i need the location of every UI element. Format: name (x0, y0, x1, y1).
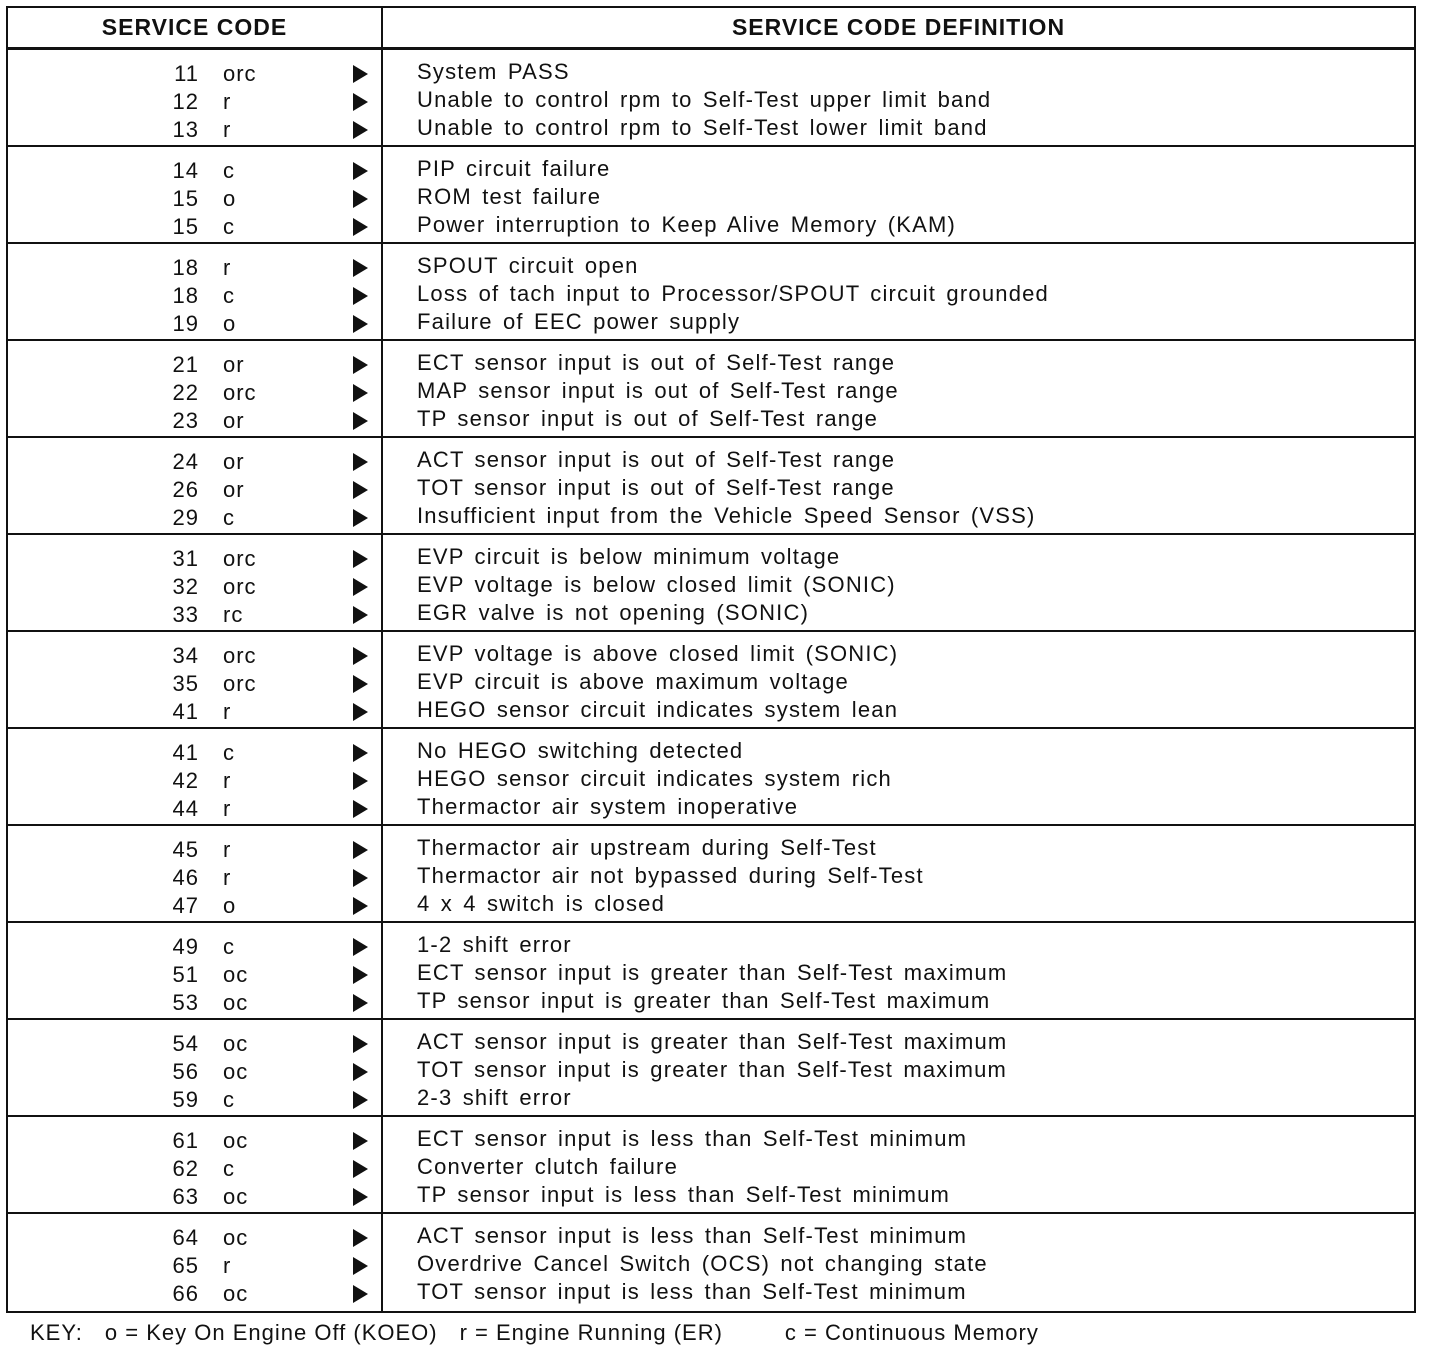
arrow-right-icon (353, 938, 368, 956)
code-column (8, 535, 383, 630)
code-mode: orc (223, 61, 257, 86)
code-row (8, 989, 381, 1017)
definition-column (383, 438, 1414, 533)
code-number: 26 (172, 477, 199, 502)
arrow-right-icon (353, 121, 368, 139)
code-row (8, 795, 381, 823)
code-mode: oc (223, 1031, 249, 1056)
code-number: 65 (172, 1253, 199, 1278)
arrow-right-icon (353, 550, 368, 568)
code-mode: r (223, 837, 232, 862)
code-number: 44 (172, 796, 199, 821)
code-column (8, 244, 383, 339)
service-code-header: SERVICE CODE (8, 8, 383, 47)
definition-text: MAP sensor input is out of Self-Test range (417, 378, 899, 403)
code-row (8, 448, 381, 476)
key-r: r = Engine Running (ER) (459, 1320, 723, 1345)
key-c: c = Continuous Memory (784, 1320, 1039, 1345)
definition-column (383, 729, 1414, 824)
code-number: 53 (172, 990, 199, 1015)
definition-text: Insufficient input from the Vehicle Speed Sensor (VSS) (417, 503, 1036, 528)
code-number: 35 (172, 671, 199, 696)
arrow-right-icon (353, 1091, 368, 1109)
arrow-right-icon (353, 1035, 368, 1053)
code-row (8, 933, 381, 961)
code-group (8, 244, 1414, 341)
code-row (8, 116, 381, 144)
code-row (8, 1155, 381, 1183)
code-column (8, 923, 383, 1018)
code-column (8, 1214, 383, 1311)
code-column (8, 438, 383, 533)
code-row (8, 767, 381, 795)
definition-text: Loss of tach input to Processor/SPOUT circuit grounded (417, 281, 1049, 306)
definition-text: 4 x 4 switch is closed (417, 891, 666, 916)
definition-text: SPOUT circuit open (417, 253, 639, 278)
definition-text: ECT sensor input is greater than Self-Test maximum (417, 960, 1008, 985)
definition-text: PIP circuit failure (417, 156, 611, 181)
code-mode: orc (223, 380, 257, 405)
definition-column (383, 341, 1414, 436)
code-number: 21 (172, 352, 199, 377)
code-row (8, 213, 381, 241)
definition-text: EVP circuit is below minimum voltage (417, 544, 841, 569)
code-groups (8, 50, 1414, 1311)
code-mode: oc (223, 1128, 249, 1153)
arrow-right-icon (353, 1063, 368, 1081)
definition-column (383, 147, 1414, 242)
arrow-right-icon (353, 384, 368, 402)
code-mode: c (223, 740, 235, 765)
definition-text: Power interruption to Keep Alive Memory (KAM) (417, 212, 957, 237)
code-number: 12 (172, 89, 199, 114)
arrow-right-icon (353, 287, 368, 305)
definition-text: EGR valve is not opening (SONIC) (417, 600, 810, 625)
code-group (8, 1020, 1414, 1117)
code-column (8, 826, 383, 921)
arrow-right-icon (353, 162, 368, 180)
definition-text: Unable to control rpm to Self-Test upper limit band (417, 87, 992, 112)
code-group (8, 923, 1414, 1020)
code-row (8, 476, 381, 504)
code-mode: r (223, 89, 232, 114)
definition-text: TOT sensor input is less than Self-Test minimum (417, 1279, 967, 1304)
code-number: 15 (172, 186, 199, 211)
code-mode: orc (223, 546, 257, 571)
code-number: 41 (172, 699, 199, 724)
code-group (8, 632, 1414, 729)
code-mode: orc (223, 643, 257, 668)
definition-text: TOT sensor input is greater than Self-Test maximum (417, 1057, 1008, 1082)
arrow-right-icon (353, 869, 368, 887)
definition-text: ECT sensor input is less than Self-Test minimum (417, 1126, 968, 1151)
code-row (8, 88, 381, 116)
definition-text: Unable to control rpm to Self-Test lower limit band (417, 115, 988, 140)
code-number: 46 (172, 865, 199, 890)
code-number: 31 (172, 546, 199, 571)
code-mode: or (223, 352, 245, 377)
service-code-definition-header: SERVICE CODE DEFINITION (731, 14, 1066, 40)
code-group (8, 729, 1414, 826)
code-mode: o (223, 893, 237, 918)
code-mode: r (223, 768, 232, 793)
arrow-right-icon (353, 1160, 368, 1178)
arrow-right-icon (353, 190, 368, 208)
code-row (8, 60, 381, 88)
definition-column (383, 1214, 1414, 1311)
code-group (8, 826, 1414, 923)
arrow-right-icon (353, 772, 368, 790)
arrow-right-icon (353, 578, 368, 596)
definition-text: HEGO sensor circuit indicates system lean (417, 697, 899, 722)
code-mode: r (223, 865, 232, 890)
code-number: 18 (172, 255, 199, 280)
code-row (8, 379, 381, 407)
definition-column (383, 244, 1414, 339)
arrow-right-icon (353, 703, 368, 721)
code-row (8, 642, 381, 670)
code-number: 66 (172, 1281, 199, 1306)
definition-text: HEGO sensor circuit indicates system rich (417, 766, 892, 791)
code-number: 63 (172, 1184, 199, 1209)
arrow-right-icon (353, 65, 368, 83)
code-group (8, 438, 1414, 535)
code-mode: c (223, 214, 235, 239)
code-mode: r (223, 117, 232, 142)
definition-text: TOT sensor input is out of Self-Test range (417, 475, 895, 500)
definition-text: ACT sensor input is greater than Self-Test maximum (417, 1029, 1008, 1054)
code-mode: rc (223, 602, 244, 627)
code-row (8, 892, 381, 920)
code-number: 22 (172, 380, 199, 405)
definition-column (383, 923, 1414, 1018)
code-row (8, 282, 381, 310)
code-number: 14 (172, 158, 199, 183)
code-row (8, 185, 381, 213)
code-number: 42 (172, 768, 199, 793)
definition-text: ACT sensor input is less than Self-Test minimum (417, 1223, 968, 1248)
definition-text: TP sensor input is out of Self-Test range (417, 406, 879, 431)
service-code-table (6, 6, 1416, 1313)
definition-text: Overdrive Cancel Switch (OCS) not changing state (417, 1251, 988, 1276)
definition-text: TP sensor input is greater than Self-Test maximum (417, 988, 991, 1013)
code-group (8, 1214, 1414, 1311)
code-mode: c (223, 1156, 235, 1181)
arrow-right-icon (353, 356, 368, 374)
code-row (8, 836, 381, 864)
code-group (8, 50, 1414, 147)
definition-column (383, 1020, 1414, 1115)
code-mode: c (223, 1087, 235, 1112)
code-number: 19 (172, 311, 199, 336)
definition-text: 2-3 shift error (417, 1085, 572, 1110)
code-row (8, 864, 381, 892)
code-mode: o (223, 186, 237, 211)
code-mode: oc (223, 990, 249, 1015)
code-mode: oc (223, 1281, 249, 1306)
definition-column (383, 826, 1414, 921)
arrow-right-icon (353, 800, 368, 818)
definition-column (383, 1117, 1414, 1212)
code-number: 23 (172, 408, 199, 433)
code-column (8, 50, 383, 145)
code-row (8, 1224, 381, 1252)
code-number: 47 (172, 893, 199, 918)
definition-text: Converter clutch failure (417, 1154, 679, 1179)
code-number: 64 (172, 1225, 199, 1250)
definition-text: Thermactor air upstream during Self-Test (417, 835, 877, 860)
key-o: o = Key On Engine Off (KOEO) (104, 1320, 438, 1345)
code-mode: or (223, 449, 245, 474)
code-row (8, 670, 381, 698)
key-prefix: KEY: (30, 1320, 83, 1345)
arrow-right-icon (353, 1188, 368, 1206)
code-column (8, 1117, 383, 1212)
code-number: 51 (172, 962, 199, 987)
code-row (8, 407, 381, 435)
code-number: 18 (172, 283, 199, 308)
code-row (8, 1058, 381, 1086)
code-row (8, 545, 381, 573)
code-mode: orc (223, 574, 257, 599)
code-column (8, 341, 383, 436)
code-mode: oc (223, 962, 249, 987)
code-row (8, 1280, 381, 1308)
arrow-right-icon (353, 966, 368, 984)
code-number: 54 (172, 1031, 199, 1056)
code-row (8, 310, 381, 338)
definition-text: TP sensor input is less than Self-Test minimum (417, 1182, 951, 1207)
code-number: 29 (172, 505, 199, 530)
arrow-right-icon (353, 93, 368, 111)
arrow-right-icon (353, 259, 368, 277)
code-row (8, 1086, 381, 1114)
definition-text: ACT sensor input is out of Self-Test range (417, 447, 896, 472)
code-row (8, 1030, 381, 1058)
code-row (8, 504, 381, 532)
code-row (8, 601, 381, 629)
code-mode: o (223, 311, 237, 336)
code-row (8, 739, 381, 767)
arrow-right-icon (353, 481, 368, 499)
definition-text: EVP voltage is below closed limit (SONIC) (417, 572, 896, 597)
arrow-right-icon (353, 1285, 368, 1303)
arrow-right-icon (353, 841, 368, 859)
definition-column (383, 50, 1414, 145)
arrow-right-icon (353, 994, 368, 1012)
arrow-right-icon (353, 509, 368, 527)
definition-text: ECT sensor input is out of Self-Test range (417, 350, 896, 375)
code-number: 62 (172, 1156, 199, 1181)
arrow-right-icon (353, 412, 368, 430)
arrow-right-icon (353, 453, 368, 471)
arrow-right-icon (353, 218, 368, 236)
table-header (8, 8, 1414, 50)
arrow-right-icon (353, 744, 368, 762)
code-row (8, 573, 381, 601)
definition-text: Thermactor air not bypassed during Self-Test (417, 863, 924, 888)
code-mode: or (223, 408, 245, 433)
code-mode: oc (223, 1059, 249, 1084)
code-number: 41 (172, 740, 199, 765)
arrow-right-icon (353, 315, 368, 333)
code-row (8, 254, 381, 282)
code-mode: r (223, 1253, 232, 1278)
code-row (8, 1127, 381, 1155)
code-number: 61 (172, 1128, 199, 1153)
definition-text: ROM test failure (417, 184, 602, 209)
code-mode: oc (223, 1184, 249, 1209)
code-group (8, 535, 1414, 632)
code-mode: c (223, 934, 235, 959)
code-number: 49 (172, 934, 199, 959)
code-mode: oc (223, 1225, 249, 1250)
arrow-right-icon (353, 606, 368, 624)
code-mode: or (223, 477, 245, 502)
arrow-right-icon (353, 1229, 368, 1247)
code-mode: c (223, 158, 235, 183)
definition-text: Failure of EEC power supply (417, 309, 741, 334)
code-mode: orc (223, 671, 257, 696)
code-column (8, 1020, 383, 1115)
code-row (8, 698, 381, 726)
definition-text: EVP voltage is above closed limit (SONIC) (417, 641, 899, 666)
code-mode: r (223, 699, 232, 724)
code-row (8, 1183, 381, 1211)
code-number: 33 (172, 602, 199, 627)
code-number: 11 (174, 61, 199, 86)
code-group (8, 1117, 1414, 1214)
code-mode: r (223, 255, 232, 280)
code-column (8, 729, 383, 824)
code-number: 15 (172, 214, 199, 239)
code-row (8, 1252, 381, 1280)
code-number: 59 (172, 1087, 199, 1112)
definition-text: Thermactor air system inoperative (417, 794, 799, 819)
definition-text: EVP circuit is above maximum voltage (417, 669, 849, 694)
code-mode: c (223, 505, 235, 530)
arrow-right-icon (353, 647, 368, 665)
code-group (8, 147, 1414, 244)
code-row (8, 157, 381, 185)
code-mode: r (223, 796, 232, 821)
key-legend (30, 1320, 1061, 1346)
definition-text: No HEGO switching detected (417, 738, 744, 763)
code-column (8, 147, 383, 242)
code-number: 13 (172, 117, 199, 142)
code-number: 32 (172, 574, 199, 599)
arrow-right-icon (353, 1132, 368, 1150)
definition-column (383, 535, 1414, 630)
code-number: 56 (172, 1059, 199, 1084)
code-group (8, 341, 1414, 438)
arrow-right-icon (353, 675, 368, 693)
code-row (8, 961, 381, 989)
code-number: 45 (172, 837, 199, 862)
arrow-right-icon (353, 897, 368, 915)
definition-text: 1-2 shift error (417, 932, 572, 957)
code-number: 24 (172, 449, 199, 474)
code-mode: c (223, 283, 235, 308)
arrow-right-icon (353, 1257, 368, 1275)
code-row (8, 351, 381, 379)
definition-text: System PASS (417, 59, 570, 84)
code-number: 34 (172, 643, 199, 668)
code-column (8, 632, 383, 727)
definition-column (383, 632, 1414, 727)
